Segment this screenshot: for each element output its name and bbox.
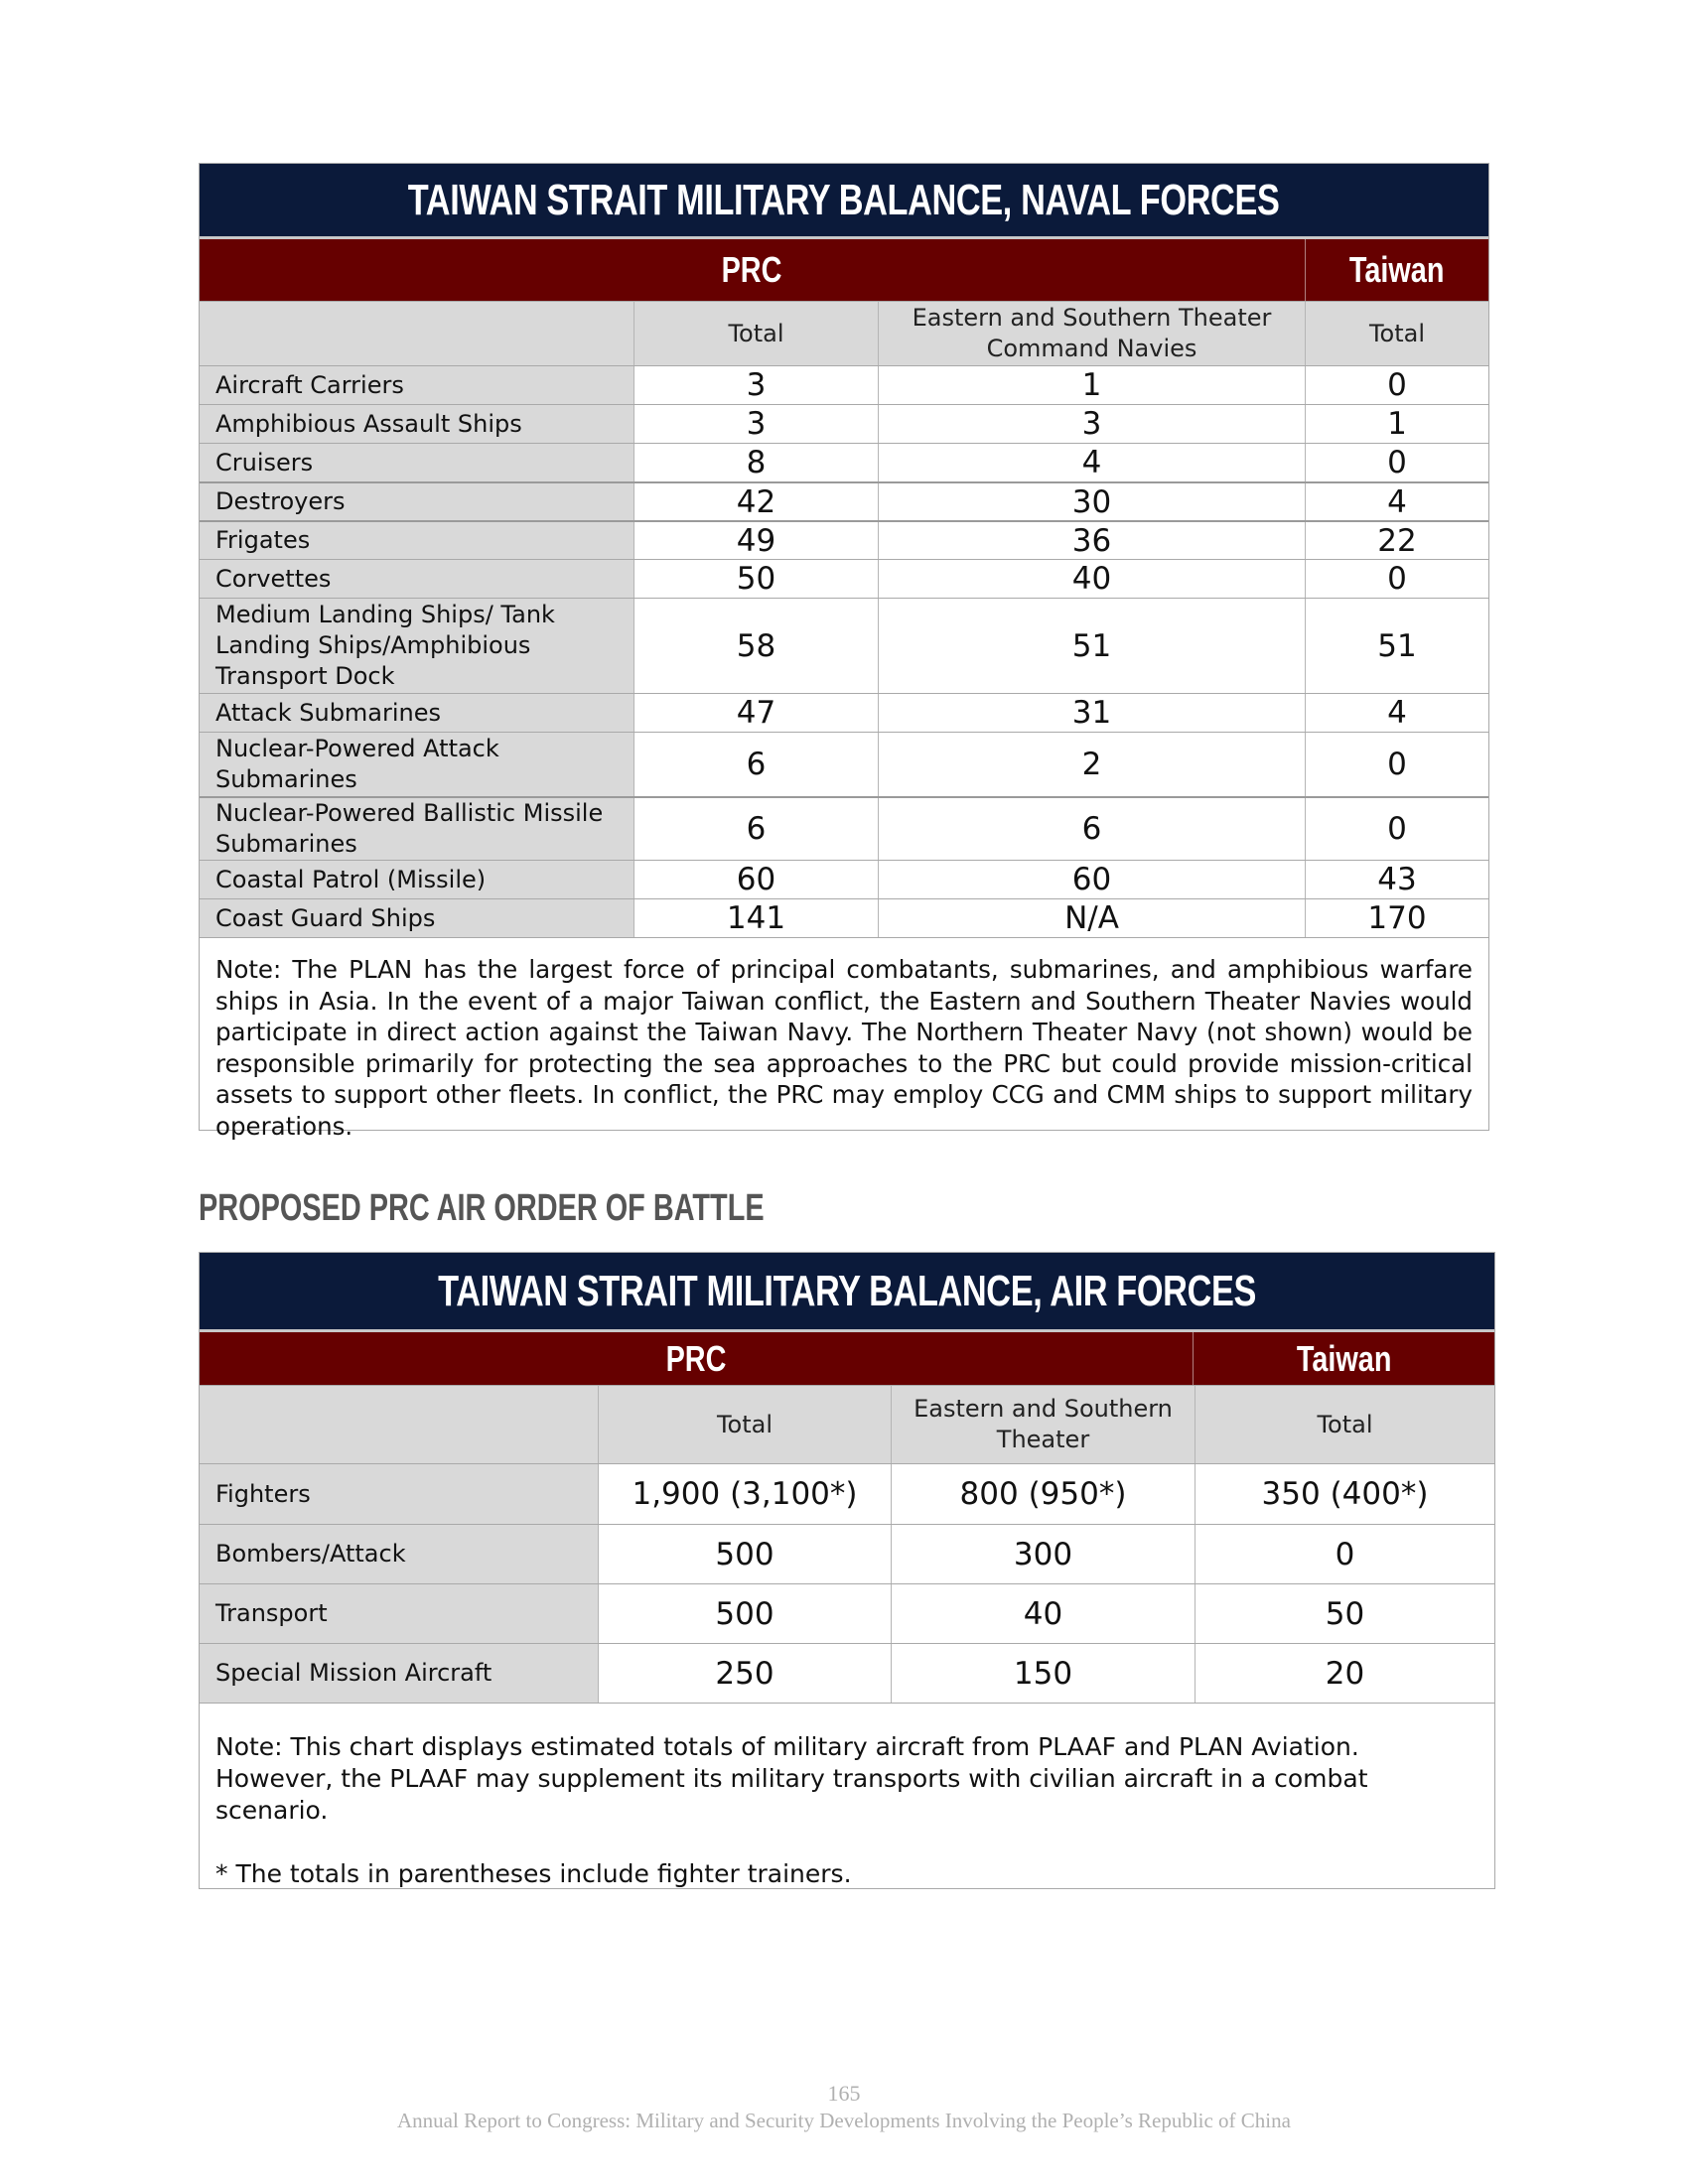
- prc-total-value: 60: [633, 861, 878, 898]
- naval-col-header-eastern-southern: Eastern and Southern Theater Command Navies: [878, 302, 1305, 365]
- row-label: Nuclear-Powered Ballistic Missile Submarines: [200, 798, 633, 860]
- taiwan-total-value: 50: [1195, 1584, 1494, 1643]
- prc-total-value: 141: [633, 899, 878, 937]
- naval-col-header-prc-total: Total: [633, 302, 878, 365]
- taiwan-total-value: 22: [1305, 522, 1488, 559]
- naval-col-header-category: [200, 302, 633, 365]
- eastern-southern-value: 6: [878, 798, 1305, 860]
- prc-total-value: 500: [598, 1584, 891, 1643]
- taiwan-total-value: 350 (400*): [1195, 1464, 1494, 1524]
- prc-total-value: 250: [598, 1644, 891, 1703]
- row-label: Cruisers: [200, 444, 633, 481]
- taiwan-total-value: 51: [1305, 599, 1488, 693]
- eastern-southern-value: 1: [878, 366, 1305, 404]
- row-label: Fighters: [200, 1464, 598, 1524]
- taiwan-total-value: 4: [1305, 483, 1488, 520]
- taiwan-total-value: 0: [1305, 366, 1488, 404]
- eastern-southern-value: 36: [878, 522, 1305, 559]
- prc-total-value: 6: [633, 798, 878, 860]
- naval-group-prc: [200, 239, 1305, 301]
- taiwan-group-label: Taiwan: [1349, 249, 1445, 290]
- prc-total-value: 3: [633, 405, 878, 443]
- row-label: Amphibious Assault Ships: [200, 405, 633, 443]
- row-label: Corvettes: [200, 560, 633, 598]
- taiwan-total-value: 20: [1195, 1644, 1494, 1703]
- eastern-southern-value: 4: [878, 444, 1305, 481]
- section-heading: PROPOSED PRC AIR ORDER OF BATTLE: [199, 1187, 765, 1229]
- prc-total-value: 8: [633, 444, 878, 481]
- naval-forces-table: [199, 163, 1489, 1141]
- air-col-header-taiwan-total: Total: [1195, 1386, 1494, 1463]
- taiwan-total-value: 4: [1305, 694, 1488, 732]
- prc-total-value: 49: [633, 522, 878, 559]
- air-table-note: [200, 1703, 1494, 1888]
- prc-group-label: PRC: [665, 1337, 727, 1379]
- prc-total-value: 42: [633, 483, 878, 520]
- table-row: [200, 443, 1488, 481]
- row-label: Frigates: [200, 522, 633, 559]
- taiwan-total-value: 0: [1305, 444, 1488, 481]
- air-footnote: * The totals in parentheses include fighter trainers.: [215, 1859, 852, 1888]
- taiwan-total-value: 0: [1305, 733, 1488, 796]
- row-label: Aircraft Carriers: [200, 366, 633, 404]
- table-row: [200, 404, 1488, 443]
- eastern-southern-value: 30: [878, 483, 1305, 520]
- taiwan-total-value: 1: [1305, 405, 1488, 443]
- air-group-header-row: [200, 1332, 1494, 1385]
- table-row: [200, 520, 1488, 559]
- row-label: Coastal Patrol (Missile): [200, 861, 633, 898]
- table-row: [200, 860, 1488, 898]
- naval-table-note: Note: The PLAN has the largest force of principal combatants, submarines, and amphibious warfare ships in Asia. In the event of a major Taiwan conflict, the Eastern and Southern Theater Navies would participate in direct action against the Taiwan Navy. The Northern Theater Navy (not shown) would be responsible primarily for protecting the sea approaches to the PRC but could provide mission-critical assets to support other fleets. In conflict, the PRC may employ CCG and CMM ships to support military operations.: [200, 937, 1488, 1130]
- taiwan-total-value: 43: [1305, 861, 1488, 898]
- taiwan-total-value: 170: [1305, 899, 1488, 937]
- table-row: [200, 559, 1488, 598]
- eastern-southern-value: 51: [878, 599, 1305, 693]
- air-col-header-eastern-southern: Eastern and Southern Theater: [891, 1386, 1195, 1463]
- eastern-southern-value: 150: [891, 1644, 1195, 1703]
- air-table-title: TAIWAN STRAIT MILITARY BALANCE, AIR FORCES: [438, 1266, 1256, 1315]
- air-column-header-row: [200, 1385, 1494, 1463]
- prc-group-label: PRC: [722, 249, 782, 290]
- eastern-southern-value: 2: [878, 733, 1305, 796]
- row-label: Attack Submarines: [200, 694, 633, 732]
- air-group-taiwan: [1193, 1332, 1494, 1385]
- row-label: Nuclear-Powered Attack Submarines: [200, 733, 633, 796]
- air-table-title-band: [200, 1253, 1494, 1332]
- prc-total-value: 50: [633, 560, 878, 598]
- eastern-southern-value: 40: [891, 1584, 1195, 1643]
- eastern-southern-value: 60: [878, 861, 1305, 898]
- eastern-southern-value: 800 (950*): [891, 1464, 1195, 1524]
- prc-total-value: 1,900 (3,100*): [598, 1464, 891, 1524]
- page-number: 165: [827, 2081, 861, 2106]
- row-label: Medium Landing Ships/ Tank Landing Ships/Amphibious Transport Dock: [200, 599, 633, 693]
- taiwan-total-value: 0: [1195, 1525, 1494, 1583]
- taiwan-total-value: 0: [1305, 560, 1488, 598]
- table-row: [200, 898, 1488, 937]
- naval-group-header-row: [200, 239, 1488, 301]
- prc-total-value: 58: [633, 599, 878, 693]
- naval-col-header-taiwan-total: Total: [1305, 302, 1488, 365]
- air-forces-table: [199, 1252, 1495, 1889]
- table-row: [200, 365, 1488, 404]
- eastern-southern-value: 3: [878, 405, 1305, 443]
- table-row: [200, 1463, 1494, 1524]
- eastern-southern-value: 40: [878, 560, 1305, 598]
- table-row: [200, 1583, 1494, 1643]
- air-col-header-prc-total: Total: [598, 1386, 891, 1463]
- table-row: [200, 1524, 1494, 1583]
- prc-total-value: 3: [633, 366, 878, 404]
- eastern-southern-value: 300: [891, 1525, 1195, 1583]
- table-row: [200, 1643, 1494, 1703]
- row-label: Bombers/Attack: [200, 1525, 598, 1583]
- row-label: Destroyers: [200, 483, 633, 520]
- taiwan-total-value: 0: [1305, 798, 1488, 860]
- eastern-southern-value: 31: [878, 694, 1305, 732]
- footer-text: Annual Report to Congress: Military and Security Developments Involving the People’s Republic of China: [397, 2109, 1291, 2132]
- air-group-prc: [200, 1332, 1193, 1385]
- prc-total-value: 6: [633, 733, 878, 796]
- air-col-header-category: [200, 1386, 598, 1463]
- prc-total-value: 47: [633, 694, 878, 732]
- table-row: [200, 693, 1488, 732]
- row-label: Special Mission Aircraft: [200, 1644, 598, 1703]
- eastern-southern-value: N/A: [878, 899, 1305, 937]
- row-label: Transport: [200, 1584, 598, 1643]
- naval-table-title-band: [200, 164, 1488, 239]
- prc-total-value: 500: [598, 1525, 891, 1583]
- table-row: [200, 732, 1488, 796]
- row-label: Coast Guard Ships: [200, 899, 633, 937]
- table-row: [200, 796, 1488, 860]
- table-row: [200, 481, 1488, 520]
- table-row: [200, 598, 1488, 693]
- taiwan-group-label: Taiwan: [1296, 1337, 1392, 1379]
- naval-group-taiwan: [1305, 239, 1488, 301]
- naval-table-title: TAIWAN STRAIT MILITARY BALANCE, NAVAL FORCES: [408, 175, 1280, 224]
- air-note-text: Note: This chart displays estimated totals of military aircraft from PLAAF and PLAN Aviation. However, the PLAAF may supplement its military transports with civilian aircraft in a combat scenario.: [215, 1732, 1368, 1825]
- naval-column-header-row: [200, 301, 1488, 365]
